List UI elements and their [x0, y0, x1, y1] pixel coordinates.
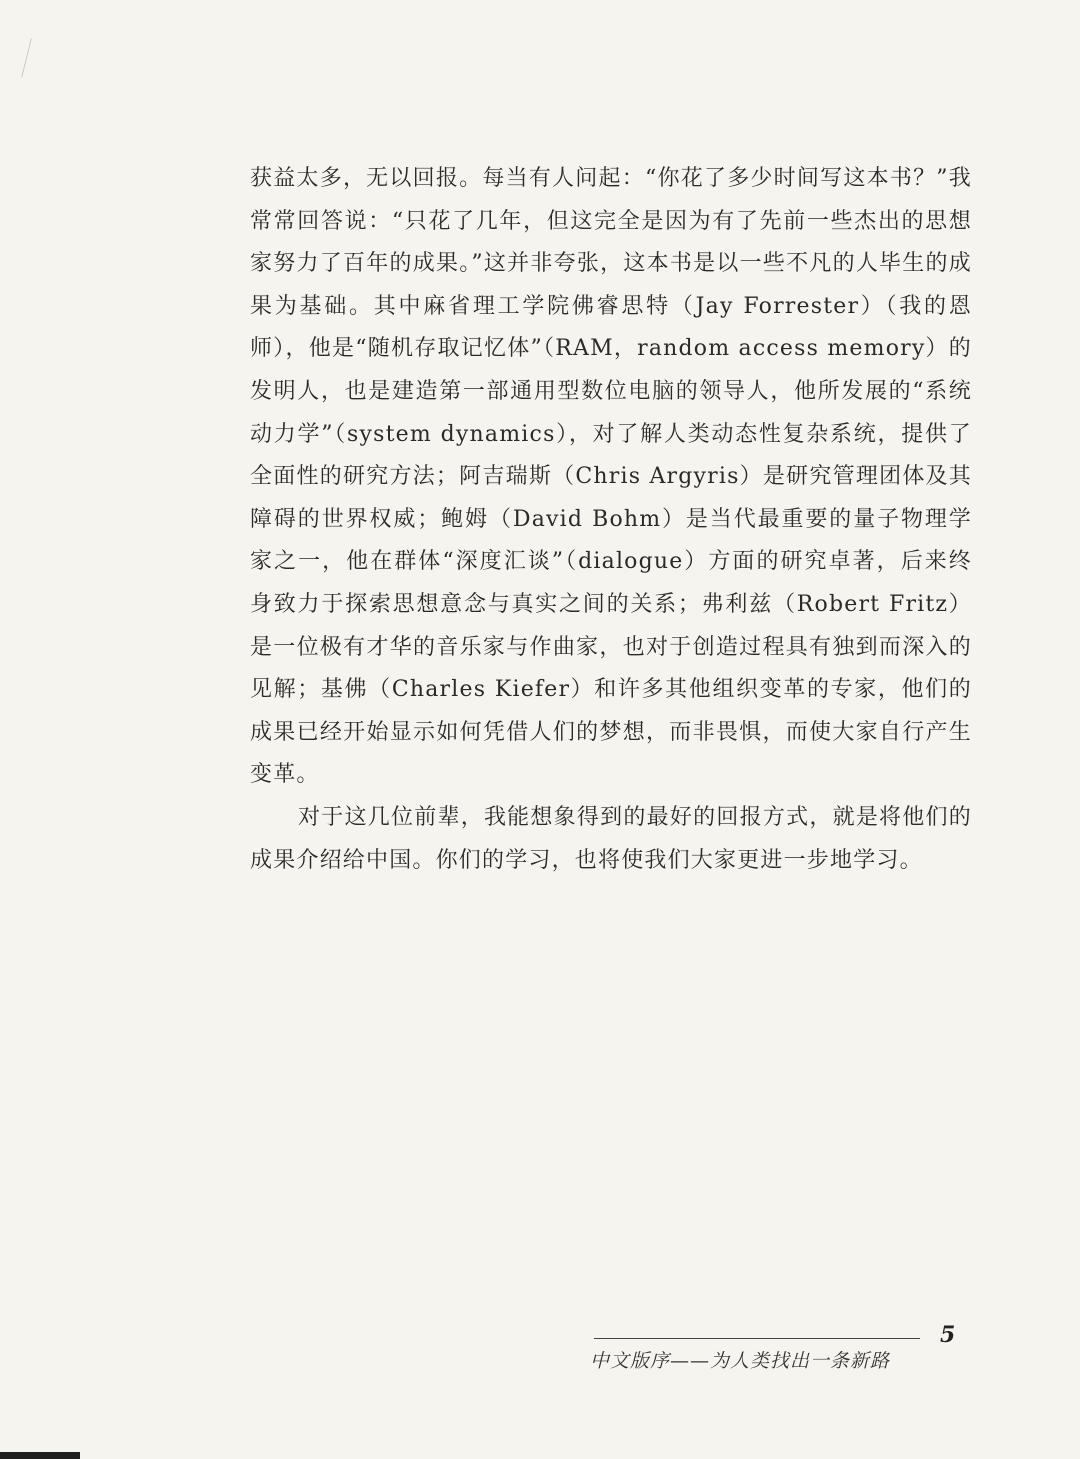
footer-rule [594, 1338, 920, 1339]
paragraph-2: 对于这几位前辈，我能想象得到的最好的回报方式，就是将他们的成果介绍给中国。你们的学习，也将使我们大家更进一步地学习。 [250, 804, 972, 873]
page-number: 5 [940, 1322, 956, 1348]
paragraph-1: 获益太多，无以回报。每当有人问起：“你花了多少时间写这本书？”我常常回答说：“只花了几年，但这完全是因为有了先前一些杰出的思想家努力了百年的成果。”这并非夸张，这本书是以一些不凡的人毕生的成果为基础。其中麻省理工学院佛睿思特（Jay Forrester）（我的恩师），他是“随机存取记忆体”（RAM，random access memory）的发明人，也是建造第一部通用型数位电脑的领导人，他所发展的“系统动力学”（system dynamics），对了解人类动态性复杂系统，提供了全面性的研究方法；阿吉瑞斯（Chris Argyris）是研究管理团体及其障碍的世界权威；鲍姆（David Bohm）是当代最重要的量子物理学家之一，他在群体“深度汇谈”（dialogue）方面的研究卓著，后来终身致力于探索思想意念与真实之间的关系；弗利兹（Robert Fritz）是一位极有才华的音乐家与作曲家，也对于创造过程具有独到而深入的见解；基佛（Charles Kiefer）和许多其他组织变革的专家，他们的成果已经开始显示如何凭借人们的梦想，而非畏惧，而使大家自行产生变革。 [250, 166, 972, 788]
running-footer-title: 中文版序——为人类找出一条新路 [590, 1350, 891, 1372]
scan-artifact-line [21, 38, 32, 77]
scan-edge-mark [0, 1452, 80, 1459]
body-text [250, 158, 972, 882]
